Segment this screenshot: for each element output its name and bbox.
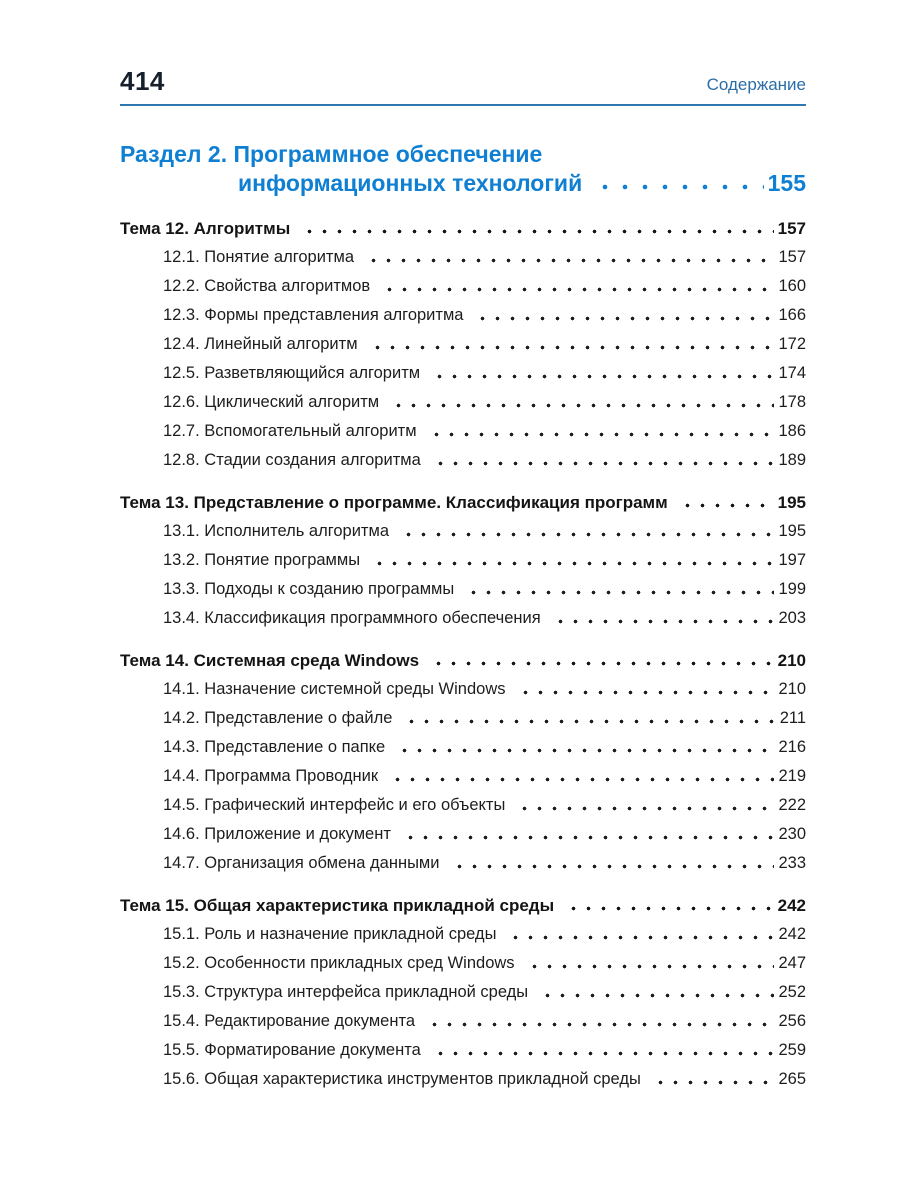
toc-groups [120, 214, 806, 1094]
dot-leader [365, 330, 775, 359]
section-heading-line1: Раздел 2. Программное обеспечение [120, 141, 543, 167]
toc-item [120, 604, 806, 633]
toc-item [120, 949, 806, 978]
item-title: 13.1. Исполнитель алгоритма [163, 522, 390, 540]
dot-leader [548, 604, 775, 633]
section-heading-page: 155 [767, 170, 806, 196]
dot-leader [428, 1036, 775, 1065]
item-title: 14.6. Приложение и документ [163, 825, 391, 843]
item-page: 256 [778, 1012, 806, 1030]
item-title: 12.6. Циклический алгоритм [163, 393, 380, 411]
section-heading-line2: информационных технологий [238, 170, 583, 196]
group-title: Тема 12. Алгоритмы [120, 219, 291, 238]
toc-item [120, 388, 806, 417]
dot-leader [396, 517, 774, 546]
group-title-row [120, 891, 806, 920]
item-title: 14.7. Организация обмена данными [163, 854, 440, 872]
item-title: 15.3. Структура интерфейса прикладной среды [163, 983, 529, 1001]
group-title: Тема 14. Системная среда Windows [120, 651, 420, 670]
item-page: 203 [778, 609, 806, 627]
item-title: 12.2. Свойства алгоритмов [163, 277, 371, 295]
item-page: 216 [778, 738, 806, 756]
item-page: 186 [778, 422, 806, 440]
toc-item [120, 762, 806, 791]
toc-item [120, 820, 806, 849]
toc-item [120, 791, 806, 820]
group-title: Тема 13. Представление о программе. Классификация программ [120, 493, 668, 512]
group-items [120, 517, 806, 633]
item-title: 12.3. Формы представления алгоритма [163, 306, 464, 324]
dot-leader [589, 169, 763, 198]
dot-leader [461, 575, 774, 604]
toc-item [120, 1007, 806, 1036]
item-page: 197 [778, 551, 806, 569]
toc-item [120, 446, 806, 475]
dot-leader [399, 704, 775, 733]
item-page: 219 [778, 767, 806, 785]
dot-leader [427, 359, 774, 388]
toc-item [120, 920, 806, 949]
toc-item [120, 272, 806, 301]
item-page: 265 [778, 1070, 806, 1088]
dot-leader [512, 791, 774, 820]
item-title: 12.8. Стадии создания алгоритма [163, 451, 421, 469]
item-title: 15.6. Общая характеристика инструментов прикладной среды [163, 1070, 641, 1088]
dot-leader [424, 417, 775, 446]
item-page: 222 [778, 796, 806, 814]
toc-item [120, 301, 806, 330]
header-rule [120, 104, 806, 106]
toc-item [120, 733, 806, 762]
dot-leader [503, 920, 774, 949]
toc-item [120, 546, 806, 575]
group-title: Тема 15. Общая характеристика прикладной среды [120, 896, 555, 915]
item-title: 15.5. Форматирование документа [163, 1041, 421, 1059]
toc-item [120, 417, 806, 446]
group-items [120, 243, 806, 475]
group-page: 210 [777, 651, 806, 670]
item-page: 178 [778, 393, 806, 411]
group-page: 157 [777, 219, 806, 238]
toc-item [120, 704, 806, 733]
dot-leader [426, 646, 774, 675]
item-title: 12.5. Разветвляющийся алгоритм [163, 364, 421, 382]
toc-item [120, 1036, 806, 1065]
item-title: 14.1. Назначение системной среды Windows [163, 680, 506, 698]
running-head [120, 66, 806, 97]
group-page: 195 [777, 493, 806, 512]
header-title: Содержание [706, 75, 806, 94]
toc-item [120, 517, 806, 546]
item-page: 233 [778, 854, 806, 872]
dot-leader [297, 214, 773, 243]
section-heading-line2-row [238, 169, 806, 198]
toc-item [120, 978, 806, 1007]
item-page: 259 [778, 1041, 806, 1059]
item-page: 247 [778, 954, 806, 972]
item-title: 15.2. Особенности прикладных сред Windows [163, 954, 515, 972]
group-items [120, 675, 806, 878]
item-title: 13.3. Подходы к созданию программы [163, 580, 455, 598]
item-title: 14.4. Программа Проводник [163, 767, 379, 785]
dot-leader [385, 762, 774, 791]
dot-leader [675, 488, 774, 517]
dot-leader [422, 1007, 774, 1036]
dot-leader [386, 388, 774, 417]
page-number: 414 [120, 66, 165, 96]
item-page: 210 [778, 680, 806, 698]
dot-leader [447, 849, 775, 878]
group-title-row [120, 646, 806, 675]
dot-leader [648, 1065, 775, 1094]
toc-item [120, 1065, 806, 1094]
dot-leader [377, 272, 774, 301]
group-page: 242 [777, 896, 806, 915]
item-page: 199 [778, 580, 806, 598]
toc-item [120, 849, 806, 878]
dot-leader [361, 243, 774, 272]
item-title: 13.2. Понятие программы [163, 551, 361, 569]
item-page: 160 [778, 277, 806, 295]
toc-group [120, 891, 806, 1094]
dot-leader [470, 301, 774, 330]
item-title: 14.5. Графический интерфейс и его объекты [163, 796, 506, 814]
toc-group [120, 214, 806, 475]
item-page: 166 [778, 306, 806, 324]
dot-leader [428, 446, 775, 475]
item-title: 14.3. Представление о папке [163, 738, 386, 756]
group-title-row [120, 214, 806, 243]
item-title: 14.2. Представление о файле [163, 709, 393, 727]
item-page: 230 [778, 825, 806, 843]
dot-leader [513, 675, 775, 704]
toc-item [120, 675, 806, 704]
item-title: 15.4. Редактирование документа [163, 1012, 416, 1030]
toc-item [120, 359, 806, 388]
item-page: 174 [778, 364, 806, 382]
toc-item [120, 330, 806, 359]
item-page: 189 [778, 451, 806, 469]
toc-item [120, 575, 806, 604]
item-title: 12.7. Вспомогательный алгоритм [163, 422, 417, 440]
group-title-row [120, 488, 806, 517]
item-title: 15.1. Роль и назначение прикладной среды [163, 925, 497, 943]
toc-group [120, 488, 806, 633]
dot-leader [561, 891, 774, 920]
item-title: 13.4. Классификация программного обеспечения [163, 609, 541, 627]
toc-item [120, 243, 806, 272]
item-page: 252 [778, 983, 806, 1001]
item-page: 242 [778, 925, 806, 943]
dot-leader [535, 978, 774, 1007]
item-page: 211 [779, 709, 806, 727]
item-page: 195 [778, 522, 806, 540]
item-title: 12.1. Понятие алгоритма [163, 248, 355, 266]
dot-leader [367, 546, 774, 575]
toc-group [120, 646, 806, 878]
item-title: 12.4. Линейный алгоритм [163, 335, 358, 353]
dot-leader [392, 733, 774, 762]
item-page: 172 [778, 335, 806, 353]
item-page: 157 [778, 248, 806, 266]
dot-leader [522, 949, 775, 978]
dot-leader [398, 820, 775, 849]
section-heading [120, 140, 806, 198]
group-items [120, 920, 806, 1094]
